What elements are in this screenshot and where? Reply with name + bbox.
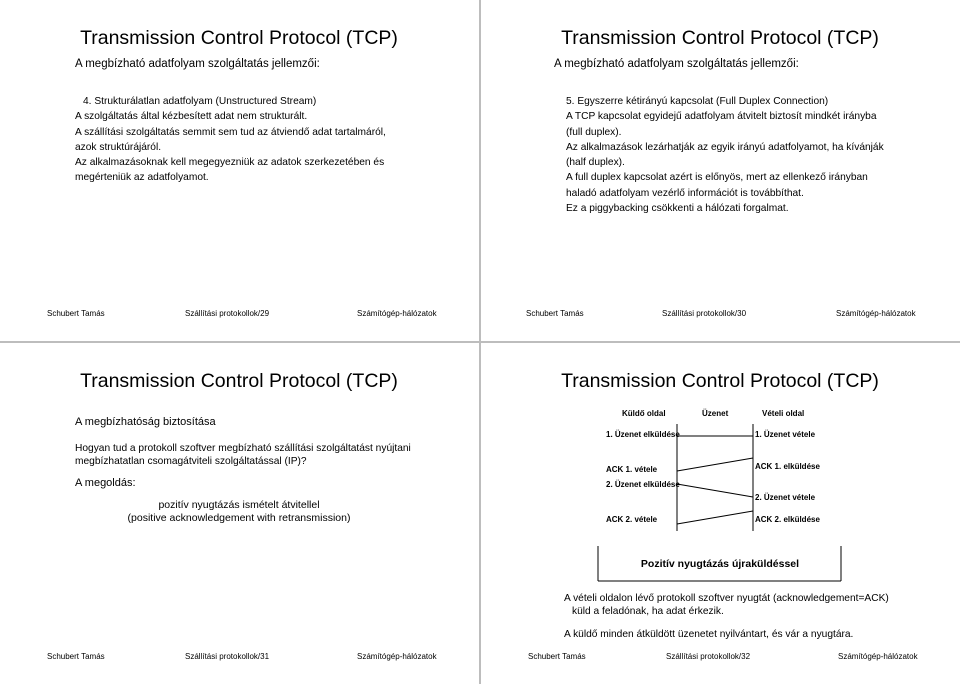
- note-ack: [564, 592, 889, 618]
- text-line: Az alkalmazásoknak kell megegyezniük az adatok szerkezetében és: [75, 157, 385, 169]
- label-send-1: 1. Üzenet elküldése: [606, 430, 680, 439]
- answer-text: [0, 499, 478, 525]
- text-line: küld a feladónak, ha adat érkezik.: [572, 606, 724, 617]
- text-line: Ez a piggybacking csökkenti a hálózati forgalmat.: [566, 203, 789, 215]
- footer-page: Szállítási protokollok/31: [185, 652, 270, 661]
- slide-title: Transmission Control Protocol (TCP): [561, 27, 879, 49]
- footer-page: Szállítási protokollok/30: [662, 309, 747, 318]
- text-line: A TCP kapcsolat egyidejű adatfolyam átvitelt biztosít mindkét irányba: [566, 111, 877, 123]
- text-line: pozitív nyugtázás ismételt átvitellel: [158, 499, 320, 511]
- slide-subtitle: A megbízható adatfolyam szolgáltatás jellemzői:: [554, 58, 799, 70]
- text-line: A vételi oldalon lévő protokoll szoftver nyugtát (acknowledgement=ACK): [564, 593, 889, 604]
- answer-label: A megoldás:: [75, 477, 136, 489]
- slide-32: [481, 343, 959, 683]
- text-line: 5. Egyszerre kétirányú kapcsolat (Full Duplex Connection): [566, 96, 829, 107]
- ack-1-arrow: [677, 458, 753, 471]
- text-line: A szolgáltatás által kézbesített adat nem strukturált.: [75, 111, 308, 123]
- slide-title: Transmission Control Protocol (TCP): [80, 370, 398, 392]
- text-line: megérteniük az adatfolyamot.: [75, 172, 209, 184]
- text-line: 4. Strukturálatlan adatfolyam (Unstructured Stream): [83, 96, 317, 107]
- text-line: A szállítási szolgáltatás semmit sem tud az átviendő adat tartalmáról,: [75, 126, 386, 138]
- slide-30: [481, 0, 959, 340]
- ack-2-arrow: [677, 511, 753, 524]
- label-ack-send-1: ACK 1. elküldése: [755, 462, 820, 471]
- label-send-2: 2. Üzenet elküldése: [606, 480, 680, 489]
- footer-author: Schubert Tamás: [47, 652, 105, 661]
- slide-29: [0, 0, 478, 340]
- text-line: (full duplex).: [566, 126, 622, 138]
- footer-author: Schubert Tamás: [47, 309, 105, 318]
- text-line: (positive acknowledgement with retransmission): [127, 512, 351, 524]
- note-sender: A küldő minden átküldött üzenetet nyilvántart, és vár a nyugtára.: [564, 629, 854, 640]
- footer-author: Schubert Tamás: [528, 652, 586, 661]
- footer-page: Szállítási protokollok/32: [666, 652, 751, 661]
- text-line: A full duplex kapcsolat azért is előnyös, mert az ellenkező irányban: [566, 172, 868, 184]
- footer-subject: Számítógép-hálózatok: [836, 309, 916, 318]
- diagram-caption: Pozitív nyugtázás újraküldéssel: [640, 558, 800, 570]
- label-ack-recv-1: ACK 1. vétele: [606, 465, 658, 474]
- text-line: haladó adatfolyam vezérlő információt is továbbíthat.: [566, 187, 804, 199]
- text-line: Az alkalmazások lezárhatják az egyik irányú adatfolyamot, ha kívánják: [566, 141, 884, 153]
- reliability-heading: A megbízhatóság biztosítása: [75, 416, 216, 428]
- col-message: Üzenet: [702, 409, 729, 418]
- text-line: Hogyan tud a protokoll szoftver megbízható szállítási szolgáltatást nyújtani: [75, 443, 411, 454]
- text-line: (half duplex).: [566, 157, 625, 169]
- footer-subject: Számítógép-hálózatok: [357, 309, 437, 318]
- text-line: megbízhatatlan csomagátviteli szolgáltatással (IP)?: [75, 456, 307, 467]
- col-receiver: Vételi oldal: [762, 409, 805, 418]
- footer-page: Szállítási protokollok/29: [185, 309, 270, 318]
- question-text: [75, 442, 411, 468]
- slide-body: [75, 94, 386, 186]
- label-recv-1: 1. Üzenet vétele: [755, 430, 816, 439]
- label-ack-recv-2: ACK 2. vétele: [606, 515, 658, 524]
- label-recv-2: 2. Üzenet vétele: [755, 493, 816, 502]
- slide-body: [566, 94, 884, 216]
- slide-31: [0, 343, 478, 683]
- label-ack-send-2: ACK 2. elküldése: [755, 515, 820, 524]
- text-line: azok struktúrájáról.: [75, 141, 162, 153]
- slide-title: Transmission Control Protocol (TCP): [80, 27, 398, 49]
- col-sender: Küldő oldal: [622, 409, 666, 418]
- slide-title: Transmission Control Protocol (TCP): [561, 370, 879, 392]
- footer-subject: Számítógép-hálózatok: [838, 652, 918, 661]
- footer-author: Schubert Tamás: [526, 309, 584, 318]
- footer-subject: Számítógép-hálózatok: [357, 652, 437, 661]
- slide-subtitle: A megbízható adatfolyam szolgáltatás jellemzői:: [75, 58, 320, 70]
- message-2-arrow: [677, 484, 753, 497]
